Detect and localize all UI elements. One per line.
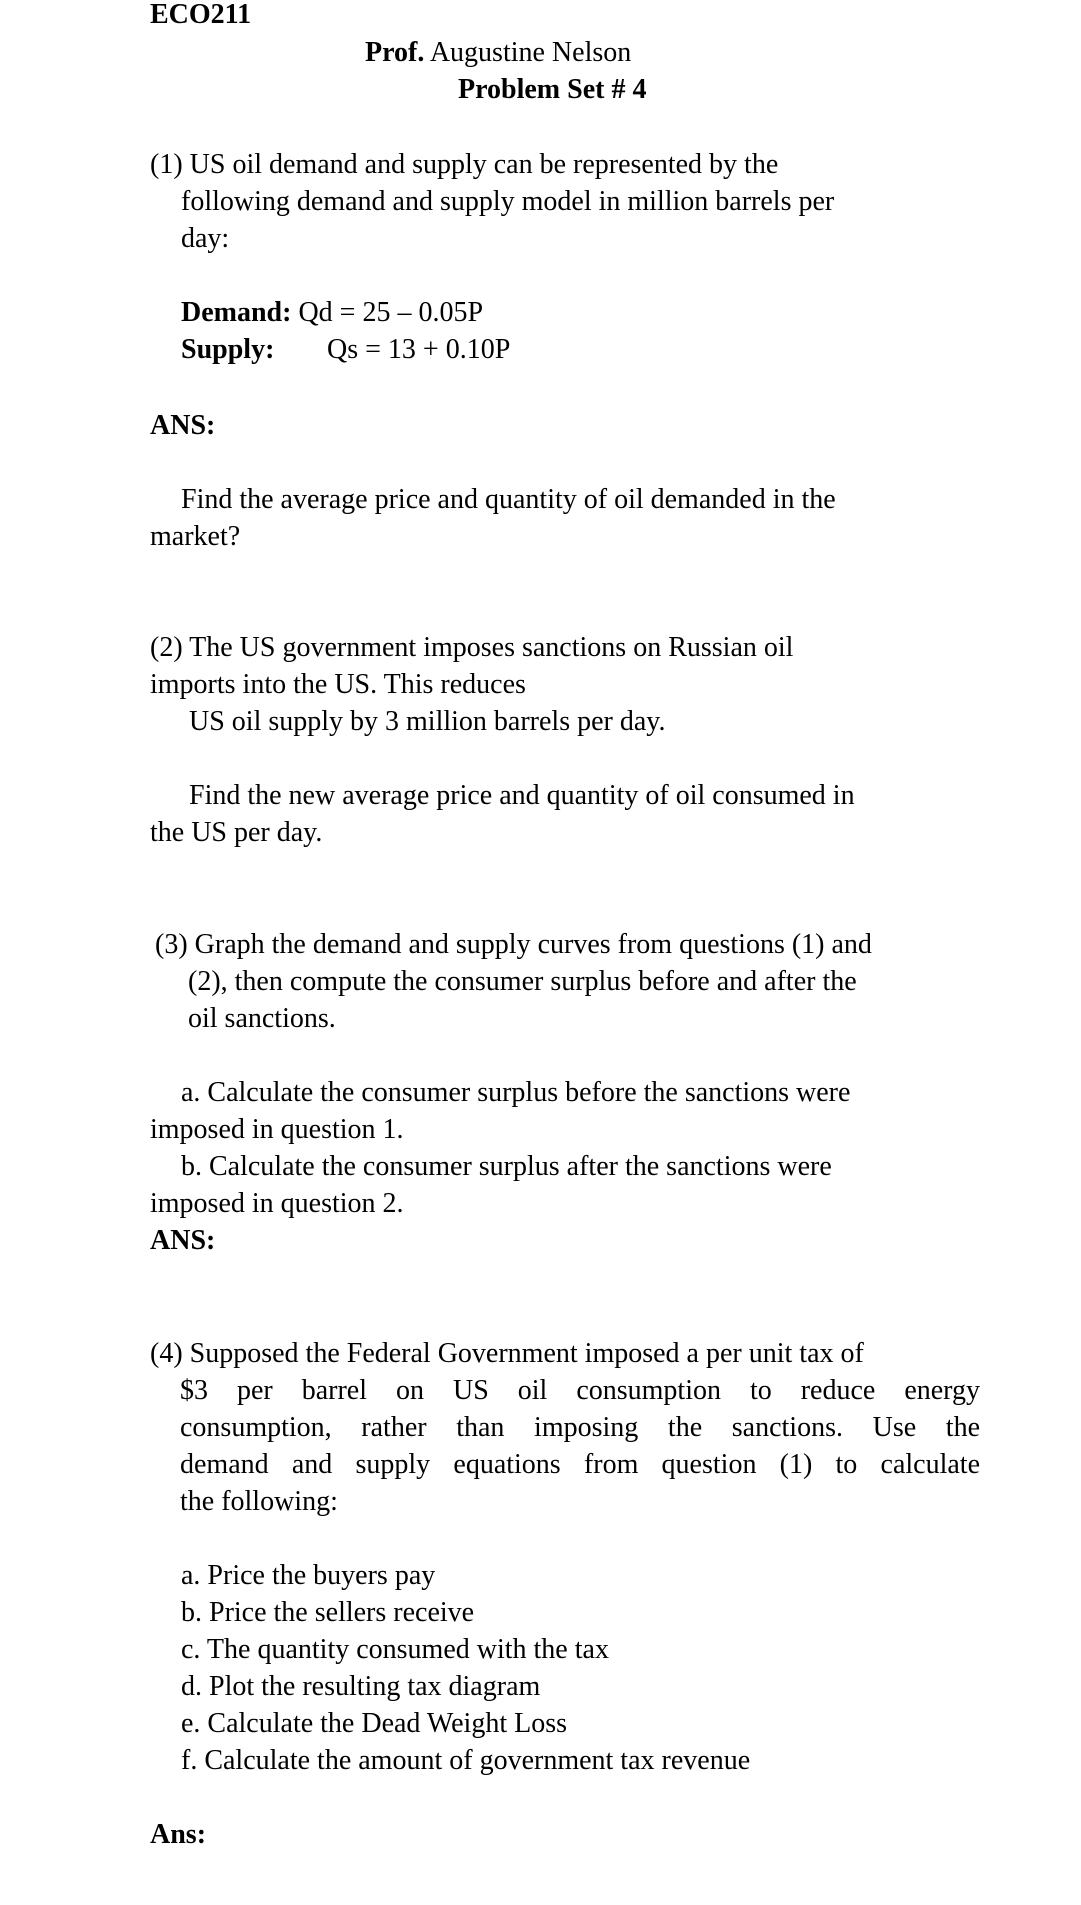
- q3a-line-1: a. Calculate the consumer surplus before the sanctions were: [181, 1077, 851, 1108]
- q1-text-line-2: following demand and supply model in million barrels per: [181, 186, 835, 217]
- q4-item-e: e. Calculate the Dead Weight Loss: [181, 1708, 567, 1739]
- q1-question-line-2: market?: [150, 521, 241, 552]
- q1-answer-label: ANS:: [150, 410, 216, 441]
- q1-question-line-1: Find the average price and quantity of oil demanded in the: [181, 484, 836, 515]
- problem-set-title: Problem Set # 4: [458, 74, 647, 105]
- q4-text-line-2: $3 per barrel on US oil consumption to reduce energy: [180, 1375, 980, 1406]
- q3a-line-2: imposed in question 1.: [150, 1114, 404, 1145]
- q3-text-line-1: (3) Graph the demand and supply curves from questions (1) and: [155, 929, 872, 960]
- q3-text-line-3: oil sanctions.: [188, 1003, 336, 1034]
- q4-justified-paragraph: [180, 1372, 980, 1520]
- q2-question-line-1: Find the new average price and quantity of oil consumed in: [189, 780, 855, 811]
- q1-text-line-3: day:: [181, 223, 230, 254]
- q4-text-line-1: (4) Supposed the Federal Government imposed a per unit tax of: [150, 1338, 864, 1369]
- q4-item-b: b. Price the sellers receive: [181, 1597, 475, 1628]
- q2-text-line-2: imports into the US. This reduces: [150, 669, 526, 700]
- q4-item-f: f. Calculate the amount of government tax revenue: [181, 1745, 751, 1776]
- q4-item-c: c. The quantity consumed with the tax: [181, 1634, 609, 1665]
- q4-answer-label: Ans:: [150, 1819, 207, 1850]
- q2-text-line-1: (2) The US government imposes sanctions on Russian oil: [150, 632, 794, 663]
- demand-formula: Qd = 25 – 0.05P: [298, 297, 484, 328]
- q4-item-d: d. Plot the resulting tax diagram: [181, 1671, 541, 1702]
- professor-label: Prof.: [365, 37, 425, 68]
- q2-question-line-2: the US per day.: [150, 817, 323, 848]
- demand-label: Demand:: [181, 297, 292, 328]
- course-code: ECO211: [150, 0, 252, 30]
- q3b-line-1: b. Calculate the consumer surplus after the sanctions were: [181, 1151, 832, 1182]
- q4-item-a: a. Price the buyers pay: [181, 1560, 436, 1591]
- professor-line: [365, 34, 631, 71]
- supply-label: Supply:: [181, 334, 275, 365]
- supply-equation: [181, 331, 274, 368]
- professor-name: Augustine Nelson: [429, 37, 632, 68]
- q3-answer-label: ANS:: [150, 1225, 216, 1256]
- q4-text-line-5: the following:: [180, 1486, 338, 1517]
- q3b-line-2: imposed in question 2.: [150, 1188, 404, 1219]
- supply-formula: Qs = 13 + 0.10P: [327, 334, 511, 365]
- demand-equation: [181, 294, 483, 331]
- q2-text-line-3: US oil supply by 3 million barrels per day.: [189, 706, 666, 737]
- q1-text-line-1: (1) US oil demand and supply can be represented by the: [150, 149, 779, 180]
- q4-text-line-3: consumption, rather than imposing the sanctions. Use the: [180, 1412, 980, 1443]
- q4-text-line-4: demand and supply equations from question (1) to calculate: [180, 1449, 980, 1480]
- q3-text-line-2: (2), then compute the consumer surplus before and after the: [188, 966, 857, 997]
